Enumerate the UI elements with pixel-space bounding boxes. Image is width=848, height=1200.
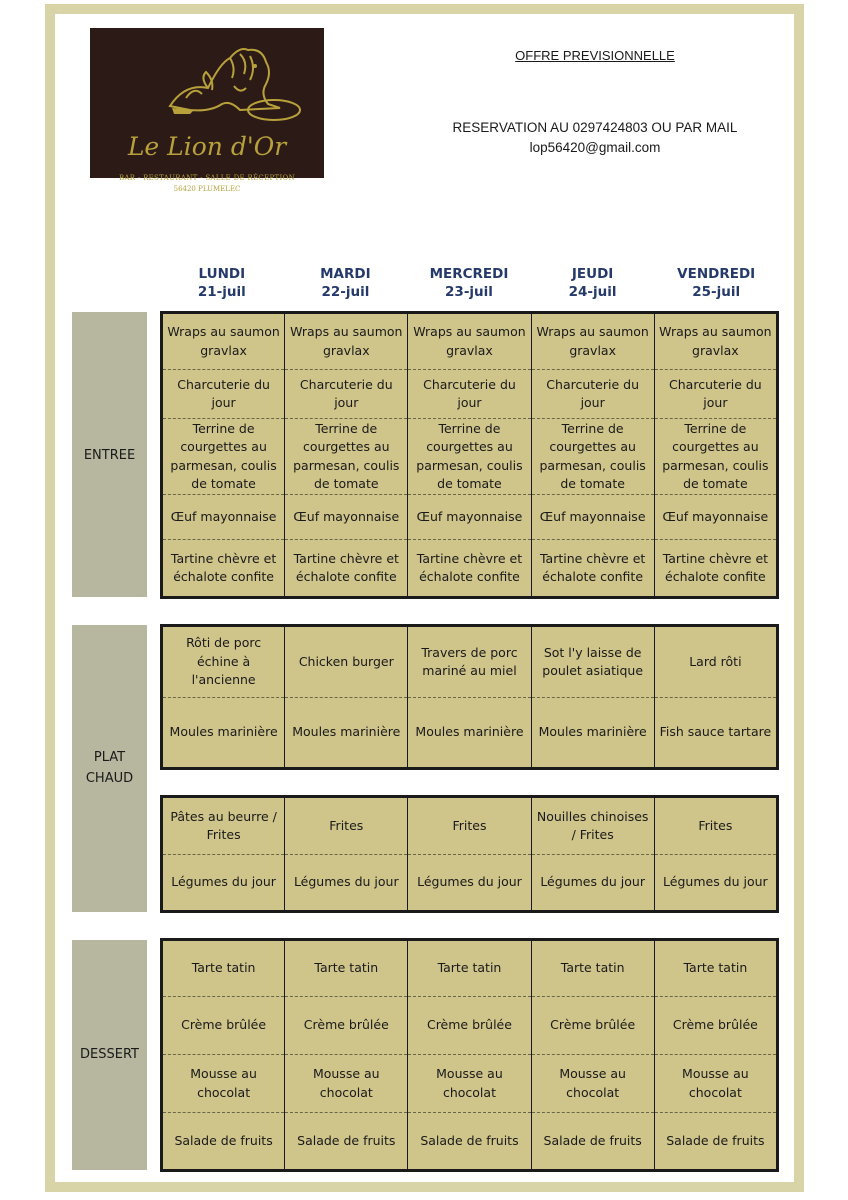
menu-cell: Légumes du jour — [162, 855, 285, 912]
menu-cell: Frites — [408, 797, 531, 855]
menu-cell: Charcuterie du jour — [408, 370, 531, 419]
menu-cell: Œuf mayonnaise — [162, 495, 285, 540]
day-header — [284, 265, 408, 301]
menu-cell: Tarte tatin — [162, 940, 285, 997]
restaurant-logo — [90, 28, 324, 193]
day-header — [654, 265, 778, 301]
garniture-table — [160, 795, 779, 913]
menu-cell: Salade de fruits — [408, 1113, 531, 1171]
menu-cell: Wraps au saumon gravlax — [285, 313, 408, 370]
menu-cell: Tarte tatin — [408, 940, 531, 997]
day-header — [407, 265, 531, 301]
menu-cell: Crème brûlée — [408, 997, 531, 1055]
day-headers — [160, 265, 778, 301]
menu-cell: Œuf mayonnaise — [285, 495, 408, 540]
menu-cell: Mousse au chocolat — [285, 1055, 408, 1113]
menu-cell: Charcuterie du jour — [531, 370, 654, 419]
table-row — [162, 1113, 778, 1171]
menu-cell: Nouilles chinoises / Frites — [531, 797, 654, 855]
day-header — [531, 265, 655, 301]
menu-cell: Terrine de courgettes au parmesan, coulis de tomate — [531, 419, 654, 495]
table-row — [162, 370, 778, 419]
menu-cell: Terrine de courgettes au parmesan, coulis de tomate — [654, 419, 777, 495]
table-row — [162, 797, 778, 855]
menu-cell: Wraps au saumon gravlax — [162, 313, 285, 370]
table-row — [162, 313, 778, 370]
menu-cell: Charcuterie du jour — [162, 370, 285, 419]
reservation-phone: RESERVATION AU 0297424803 OU PAR MAIL — [452, 120, 738, 135]
menu-cell: Frites — [654, 797, 777, 855]
day-date: 23-juil — [445, 284, 493, 300]
menu-cell: Tartine chèvre et échalote confite — [285, 540, 408, 598]
logo-name: Le Lion d'Or — [127, 132, 287, 161]
plat-rows — [162, 626, 778, 769]
menu-cell: Légumes du jour — [285, 855, 408, 912]
day-name: MERCREDI — [429, 266, 509, 282]
table-row — [162, 855, 778, 912]
section-label: ENTREE — [83, 448, 136, 463]
offer-title: OFFRE PREVISIONNELLE — [515, 48, 675, 63]
menu-cell: Tartine chèvre et échalote confite — [408, 540, 531, 598]
menu-cell: Fish sauce tartare — [654, 698, 777, 769]
menu-cell: Wraps au saumon gravlax — [654, 313, 777, 370]
day-name: LUNDI — [198, 266, 246, 282]
table-row — [162, 940, 778, 997]
reservation-email[interactable]: lop56420@gmail.com — [529, 140, 661, 155]
day-name: VENDREDI — [677, 266, 756, 282]
menu-cell: Œuf mayonnaise — [531, 495, 654, 540]
menu-cell: Moules marinière — [162, 698, 285, 769]
menu-cell: Mousse au chocolat — [162, 1055, 285, 1113]
dessert-rows — [162, 940, 778, 1171]
menu-cell: Tartine chèvre et échalote confite — [162, 540, 285, 598]
section-label: PLAT — [93, 750, 126, 765]
menu-cell: Moules marinière — [531, 698, 654, 769]
menu-cell: Lard rôti — [654, 626, 777, 698]
day-date: 25-juil — [692, 284, 741, 300]
section-label: CHAUD — [85, 771, 134, 786]
table-row — [162, 626, 778, 698]
table-row — [162, 419, 778, 495]
table-row — [162, 1055, 778, 1113]
day-header — [160, 265, 284, 301]
reservation-info — [440, 118, 750, 158]
menu-cell: Crème brûlée — [531, 997, 654, 1055]
menu-cell: Chicken burger — [285, 626, 408, 698]
day-date: 22-juil — [321, 284, 370, 300]
menu-cell: Frites — [285, 797, 408, 855]
menu-cell: Terrine de courgettes au parmesan, coulis de tomate — [285, 419, 408, 495]
menu-cell: Mousse au chocolat — [654, 1055, 777, 1113]
menu-cell: Tartine chèvre et échalote confite — [654, 540, 777, 598]
day-name: JEUDI — [571, 266, 614, 282]
menu-cell: Crème brûlée — [285, 997, 408, 1055]
section-label: DESSERT — [80, 1047, 139, 1062]
menu-cell: Wraps au saumon gravlax — [408, 313, 531, 370]
menu-cell: Terrine de courgettes au parmesan, coulis de tomate — [162, 419, 285, 495]
table-row — [162, 495, 778, 540]
menu-cell: Tarte tatin — [654, 940, 777, 997]
menu-cell: Salade de fruits — [285, 1113, 408, 1171]
day-date: 24-juil — [568, 284, 617, 300]
menu-cell: Légumes du jour — [531, 855, 654, 912]
dessert-table — [160, 938, 779, 1172]
menu-cell: Légumes du jour — [654, 855, 777, 912]
menu-cell: Mousse au chocolat — [408, 1055, 531, 1113]
menu-cell: Mousse au chocolat — [531, 1055, 654, 1113]
logo-location: 56420 PLUMELEC — [173, 185, 241, 193]
menu-cell: Légumes du jour — [408, 855, 531, 912]
section-entree — [72, 312, 147, 597]
menu-cell: Salade de fruits — [531, 1113, 654, 1171]
menu-cell: Moules marinière — [285, 698, 408, 769]
menu-cell: Rôti de porc échine à l'ancienne — [162, 626, 285, 698]
table-row — [162, 698, 778, 769]
plat-table — [160, 624, 779, 770]
table-row — [162, 540, 778, 598]
menu-cell: Pâtes au beurre / Frites — [162, 797, 285, 855]
menu-cell: Crème brûlée — [162, 997, 285, 1055]
logo-subtitle: BAR - RESTAURANT - SALLE DE RÉCEPTION — [118, 174, 296, 182]
menu-cell: Tarte tatin — [531, 940, 654, 997]
menu-cell: Charcuterie du jour — [654, 370, 777, 419]
section-dessert — [72, 940, 147, 1170]
menu-cell: Salade de fruits — [162, 1113, 285, 1171]
menu-cell: Tartine chèvre et échalote confite — [531, 540, 654, 598]
menu-cell: Charcuterie du jour — [285, 370, 408, 419]
menu-cell: Moules marinière — [408, 698, 531, 769]
table-row — [162, 997, 778, 1055]
menu-cell: Crème brûlée — [654, 997, 777, 1055]
menu-cell: Tarte tatin — [285, 940, 408, 997]
day-date: 21-juil — [197, 284, 246, 300]
entree-rows — [162, 313, 778, 598]
day-name: MARDI — [320, 266, 371, 282]
menu-cell: Sot l'y laisse de poulet asiatique — [531, 626, 654, 698]
menu-cell: Œuf mayonnaise — [654, 495, 777, 540]
menu-cell: Travers de porc mariné au miel — [408, 626, 531, 698]
garniture-rows — [162, 797, 778, 912]
section-plat-chaud — [72, 625, 147, 912]
menu-cell: Wraps au saumon gravlax — [531, 313, 654, 370]
menu-cell: Œuf mayonnaise — [408, 495, 531, 540]
menu-cell: Terrine de courgettes au parmesan, coulis de tomate — [408, 419, 531, 495]
entree-table — [160, 311, 779, 599]
menu-cell: Salade de fruits — [654, 1113, 777, 1171]
